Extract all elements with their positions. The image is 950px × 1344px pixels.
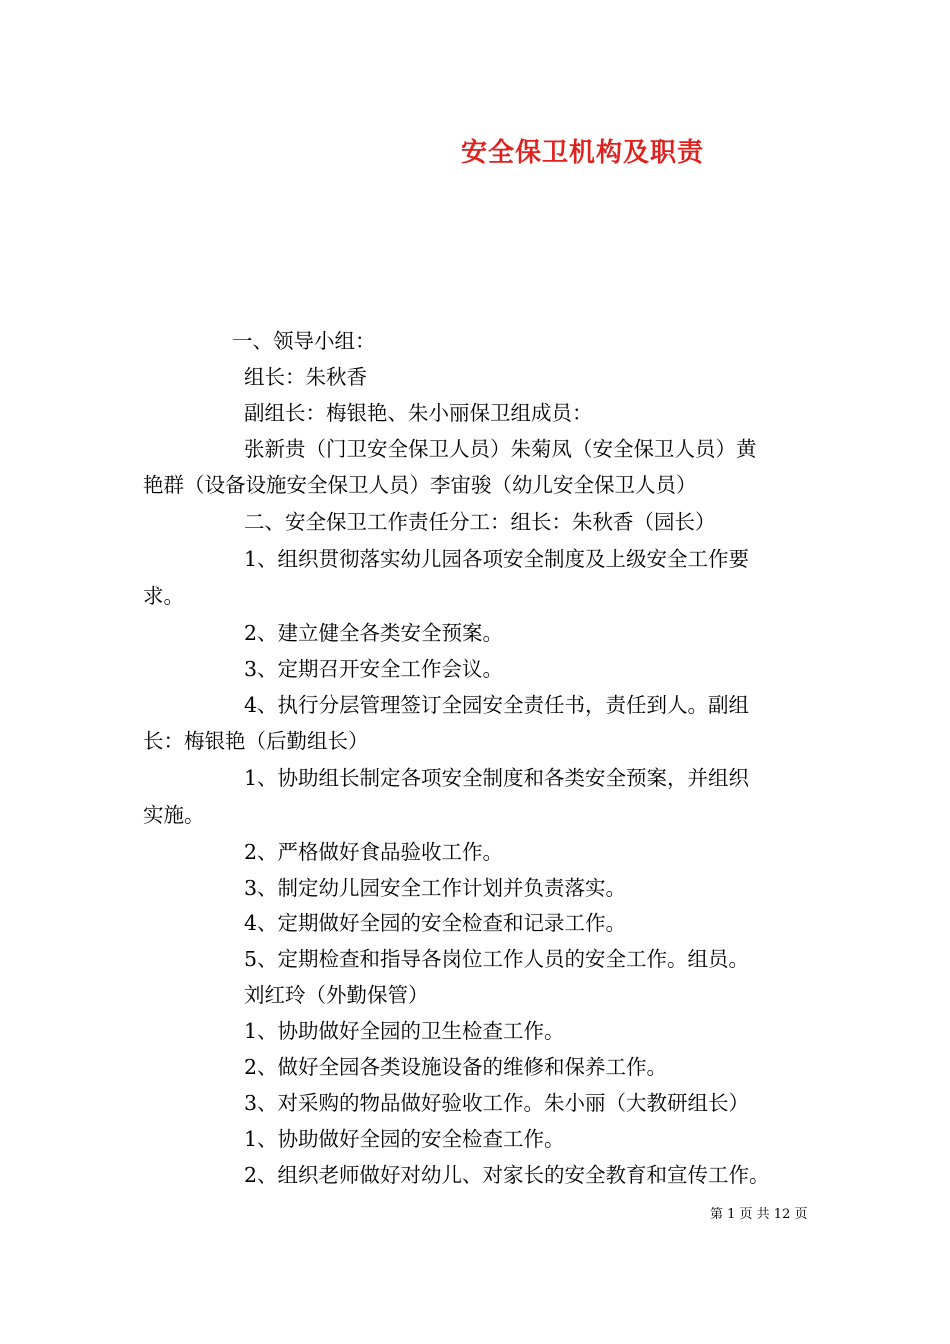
text-line: 2、做好全园各类设施设备的维修和保养工作。 bbox=[244, 1055, 668, 1079]
text-line: 3、制定幼儿园安全工作计划并负责落实。 bbox=[244, 876, 627, 900]
text-line: 张新贵（门卫安全保卫人员）朱菊凤（安全保卫人员）黄 bbox=[244, 437, 757, 461]
text-line: 组长：朱秋香 bbox=[244, 365, 367, 389]
text-line: 二、安全保卫工作责任分工：组长：朱秋香（园长） bbox=[244, 510, 716, 534]
text-line: 刘红玲（外勤保管） bbox=[244, 983, 429, 1007]
text-line: 1、协助组长制定各项安全制度和各类安全预案，并组织 bbox=[244, 766, 750, 790]
text-line: 2、严格做好食品验收工作。 bbox=[244, 840, 504, 864]
text-line: 3、定期召开安全工作会议。 bbox=[244, 657, 504, 681]
text-line: 1、协助做好全园的安全检查工作。 bbox=[244, 1127, 565, 1151]
text-line: 2、组织老师做好对幼儿、对家长的安全教育和宣传工作。 bbox=[244, 1163, 770, 1187]
text-line: 实施。 bbox=[143, 803, 205, 827]
text-line: 4、执行分层管理签订全园安全责任书，责任到人。副组 bbox=[244, 693, 750, 717]
text-line: 1、组织贯彻落实幼儿园各项安全制度及上级安全工作要 bbox=[244, 547, 750, 571]
text-line: 艳群（设备设施安全保卫人员）李宙骏（幼儿安全保卫人员） bbox=[143, 473, 697, 497]
text-line: 4、定期做好全园的安全检查和记录工作。 bbox=[244, 911, 627, 935]
text-line: 长：梅银艳（后勤组长） bbox=[143, 729, 369, 753]
text-line: 3、对采购的物品做好验收工作。朱小丽（大教研组长） bbox=[244, 1091, 750, 1115]
text-line: 一、领导小组： bbox=[232, 329, 376, 353]
document-title: 安全保卫机构及职责 bbox=[460, 138, 704, 168]
text-line: 2、建立健全各类安全预案。 bbox=[244, 621, 504, 645]
text-line: 5、定期检查和指导各岗位工作人员的安全工作。组员。 bbox=[244, 947, 750, 971]
text-line: 1、协助做好全园的卫生检查工作。 bbox=[244, 1019, 565, 1043]
text-line: 求。 bbox=[143, 584, 184, 608]
text-line: 副组长：梅银艳、朱小丽保卫组成员： bbox=[244, 401, 593, 425]
page-number: 第 1 页 共 12 页 bbox=[710, 1207, 808, 1222]
